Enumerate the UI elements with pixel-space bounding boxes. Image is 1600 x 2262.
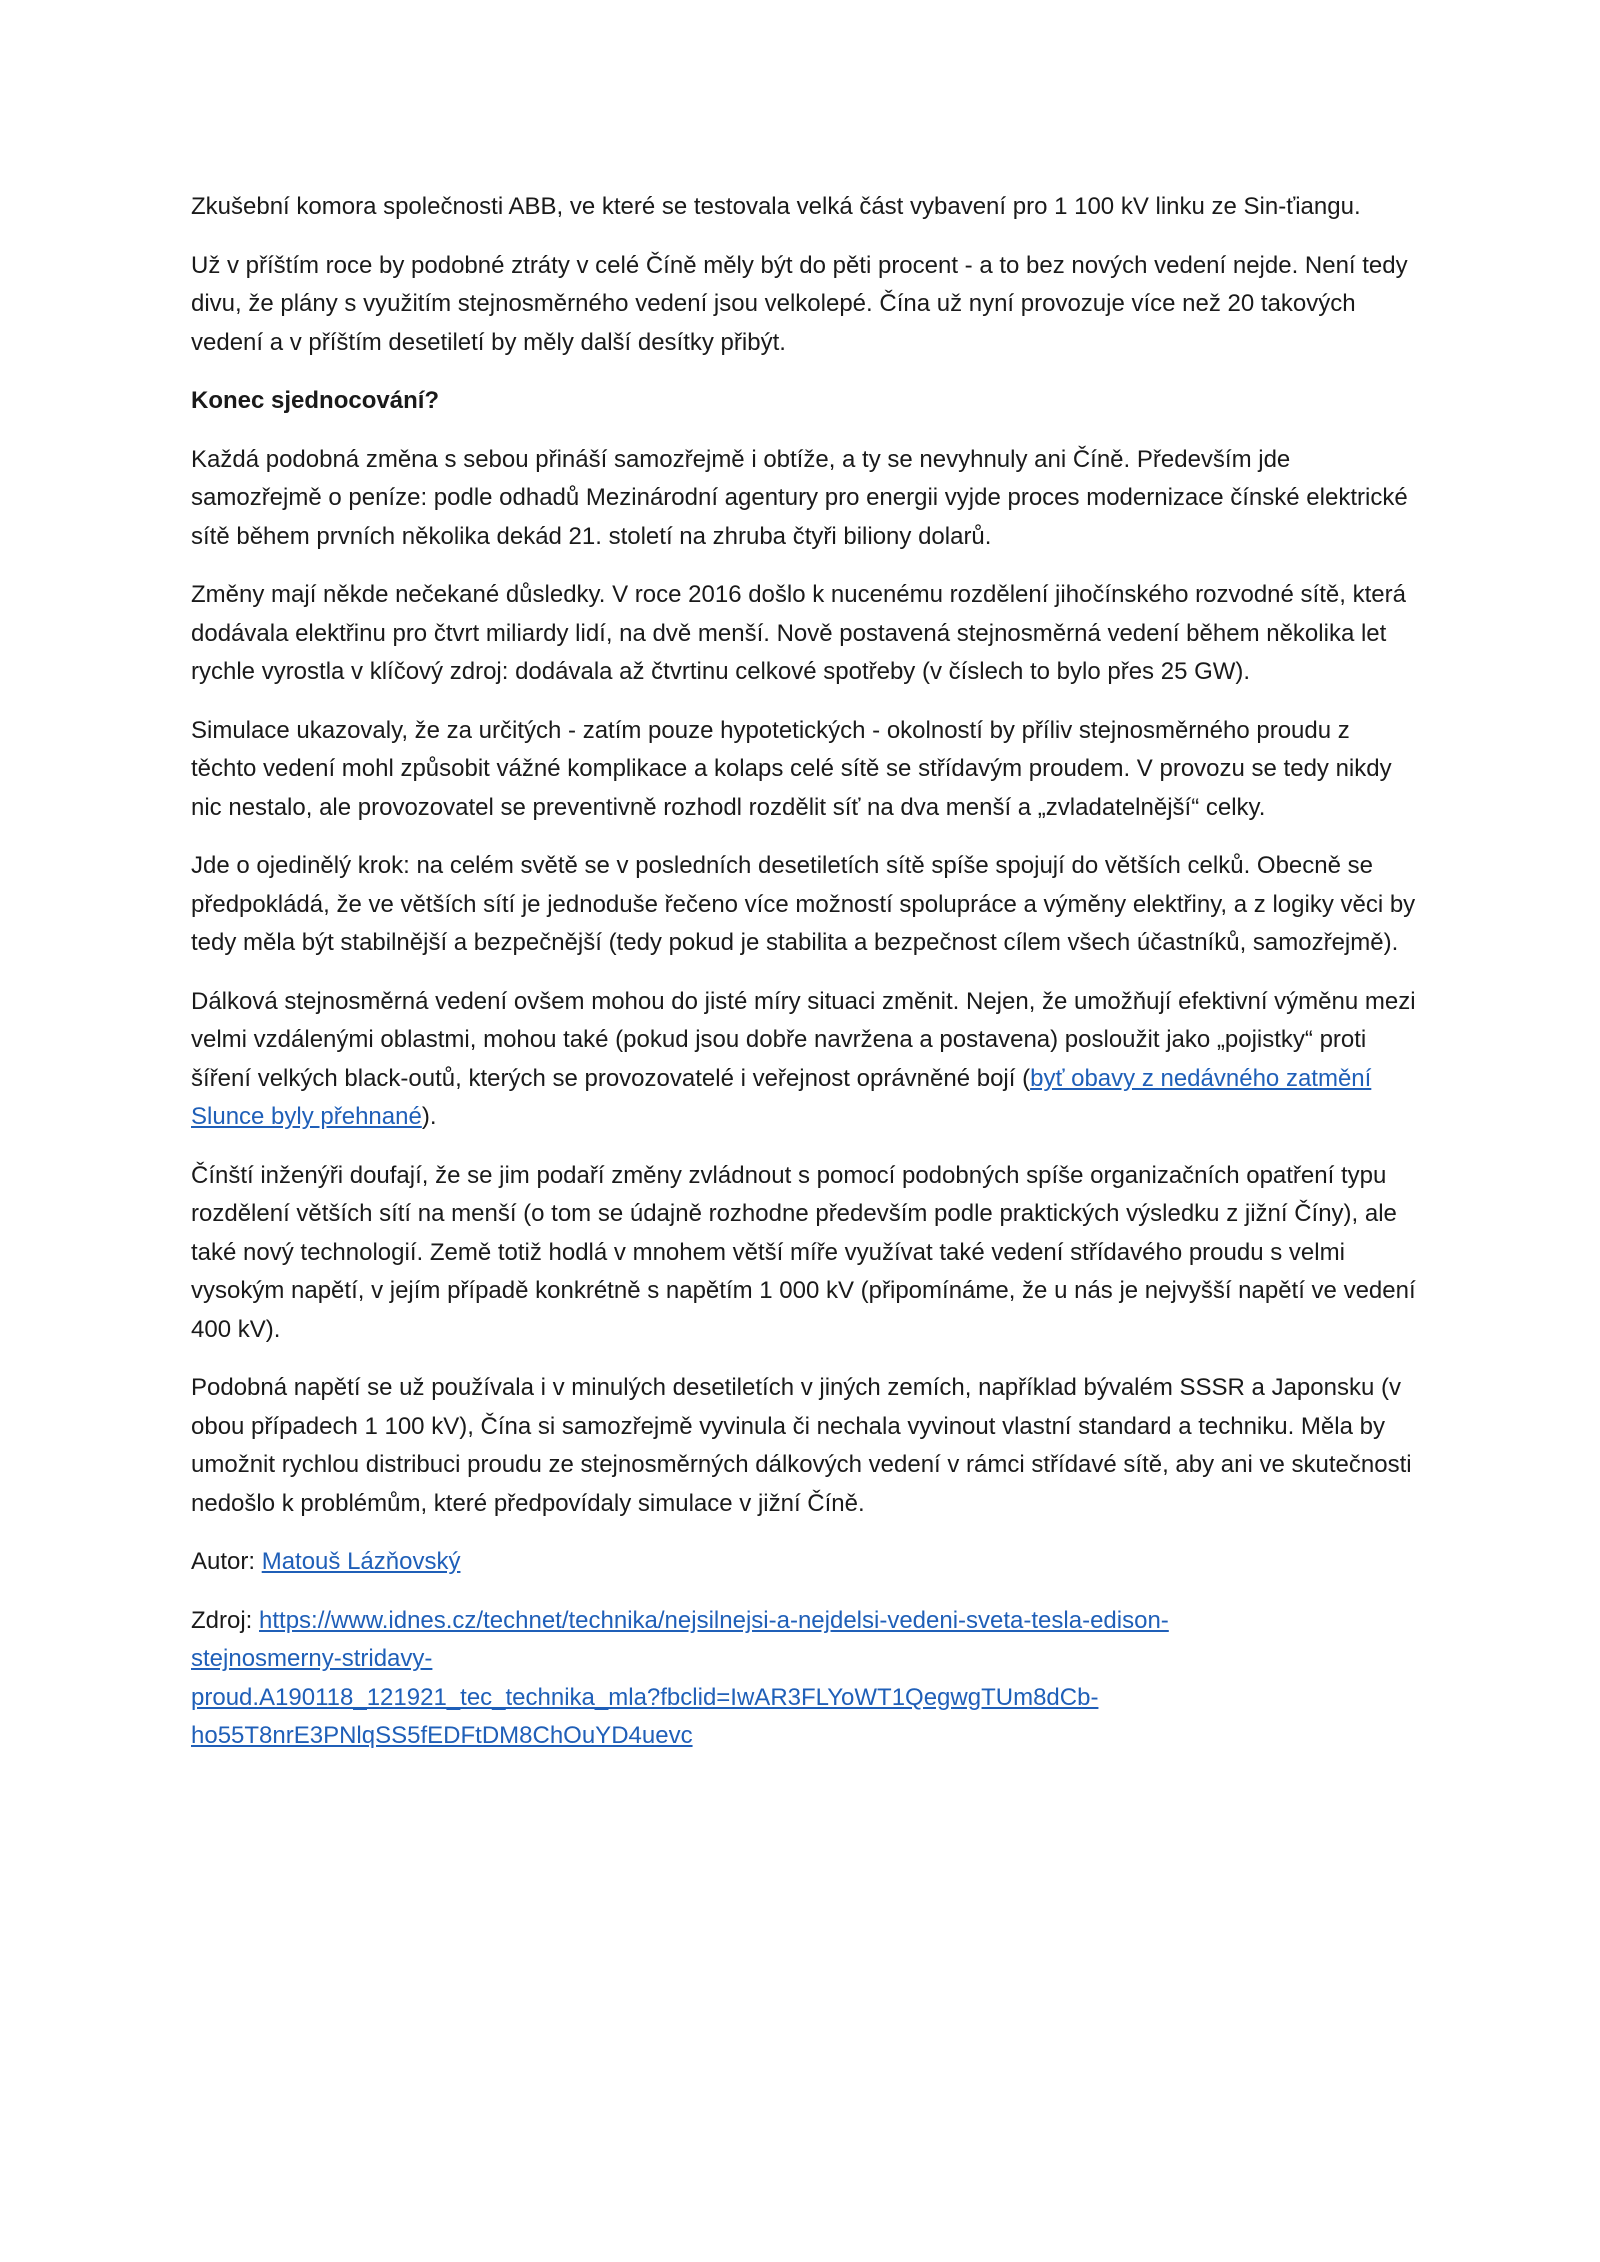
paragraph-6-end: ). (421, 1103, 437, 1130)
source-url-part-1: https://www.idnes.cz/technet/technika/nejsilnejsi-a-nejdelsi-vedeni-sveta-tesla-edison- (259, 1606, 1169, 1634)
paragraph-4: Simulace ukazovaly, že za určitých - zatím pouze hypotetických - okolností by příliv stejnosměrného proudu z těchto vedení mohl způsobit vážné komplikace a kolaps celé sítě se střídavým proudem. V provozu se tedy nikdy nic nestalo, ale provozovatel se preventivně rozhodl rozdělit síť na dva menší a „zvladatelnější“ celky. (191, 716, 1392, 821)
paragraph-6-text: Dálková stejnosměrná vedení ovšem mohou do jisté míry situaci změnit. Nejen, že umožňují efektivní výměnu mezi velmi vzdálenými oblastmi, mohou také (pokud jsou dobře navržena a postavena) posloužit jako „pojistky“ proti šíření velkých black-outů, kterých se provozovatelé i veřejnost oprávněné bojí ( (191, 987, 1416, 1092)
document-page (191, 188, 1421, 1776)
paragraph-6 (191, 983, 1421, 1137)
source-label: Zdroj: (191, 1606, 260, 1634)
source-line (191, 1602, 1421, 1756)
paragraph-7: Čínští inženýři doufají, že se jim podaří změny zvládnout s pomocí podobných spíše organizačních opatření typu rozdělení větších sítí na menší (o tom se údajně rozhodne především podle praktických výsledku z jižní Číny), ale také nový technologií. Země totiž hodlá v mnohem větší míře využívat také vedení střídavého proudu s velmi vysokým napětí, v jejím případě konkrétně s napětím 1 000 kV (připomínáme, že u nás je nejvyšší napětí ve vedení 400 kV). (191, 1161, 1416, 1343)
author-line (191, 1543, 1421, 1582)
paragraph-5: Jde o ojedinělý krok: na celém světě se v posledních desetiletích sítě spíše spojují do větších celků. Obecně se předpokládá, že ve větších sítí je jednoduše řečeno více možností spolupráce a výměny elektřiny, a z logiky věci by tedy měla být stabilnější a bezpečnější (tedy pokud je stabilita a bezpečnost cílem všech účastníků, samozřejmě). (191, 852, 1416, 956)
image-caption: Zkušební komora společnosti ABB, ve které se testovala velká část vybavení pro 1 100 kV linku ze Sin-ťiangu. (191, 193, 1361, 220)
source-url-part-2: stejnosmerny-stridavy- (191, 1645, 433, 1672)
source-url-part-3: proud.A190118_121921_tec_technika_mla?fbclid=IwAR3FLYoWT1QegwgTUm8dCb- (191, 1683, 1099, 1711)
author-label: Autor: (191, 1548, 262, 1575)
author-link[interactable]: Matouš Lázňovský (261, 1548, 461, 1575)
paragraph-1: Už v příštím roce by podobné ztráty v celé Číně měly být do pěti procent - a to bez nových vedení nejde. Není tedy divu, že plány s využitím stejnosměrného vedení jsou velkolepé. Čína už nyní provozuje více než 20 takových vedení a v příštím desetiletí by měly další desítky přibýt. (191, 251, 1408, 356)
source-url-part-4: ho55T8nrE3PNlqSS5fEDFtDM8ChOuYD4uevc (191, 1722, 693, 1749)
eclipse-article-link[interactable]: byť obavy z nedávného zatmění Slunce byly přehnané (191, 1064, 1372, 1130)
paragraph-2: Každá podobná změna s sebou přináší samozřejmě i obtíže, a ty se nevyhnuly ani Číně. Především jde samozřejmě o peníze: podle odhadů Mezinárodní agentury pro energii vyjde proces modernizace čínské elektrické sítě během prvních několika dekád 21. století na zhruba čtyři biliony dolarů. (191, 445, 1408, 550)
paragraph-8: Podobná napětí se už používala i v minulých desetiletích v jiných zemích, například bývalém SSSR a Japonsku (v obou případech 1 100 kV), Čína si samozřejmě vyvinula či nechala vyvinout vlastní standard a techniku. Měla by umožnit rychlou distribuci proudu ze stejnosměrných dálkových vedení v rámci střídavé sítě, aby ani ve skutečnosti nedošlo k problémům, které předpovídaly simulace v jižní Číně. (191, 1374, 1412, 1517)
paragraph-3: Změny mají někde nečekané důsledky. V roce 2016 došlo k nucenému rozdělení jihočínského rozvodné sítě, která dodávala elektřinu pro čtvrt miliardy lidí, na dvě menší. Nově postavená stejnosměrná vedení během několika let rychle vyrostla v klíčový zdroj: dodávala až čtvrtinu celkové spotřeby (v číslech to bylo přes 25 GW). (191, 581, 1406, 685)
source-link[interactable] (191, 1607, 1169, 1750)
section-heading: Konec sjednocování? (191, 387, 440, 414)
